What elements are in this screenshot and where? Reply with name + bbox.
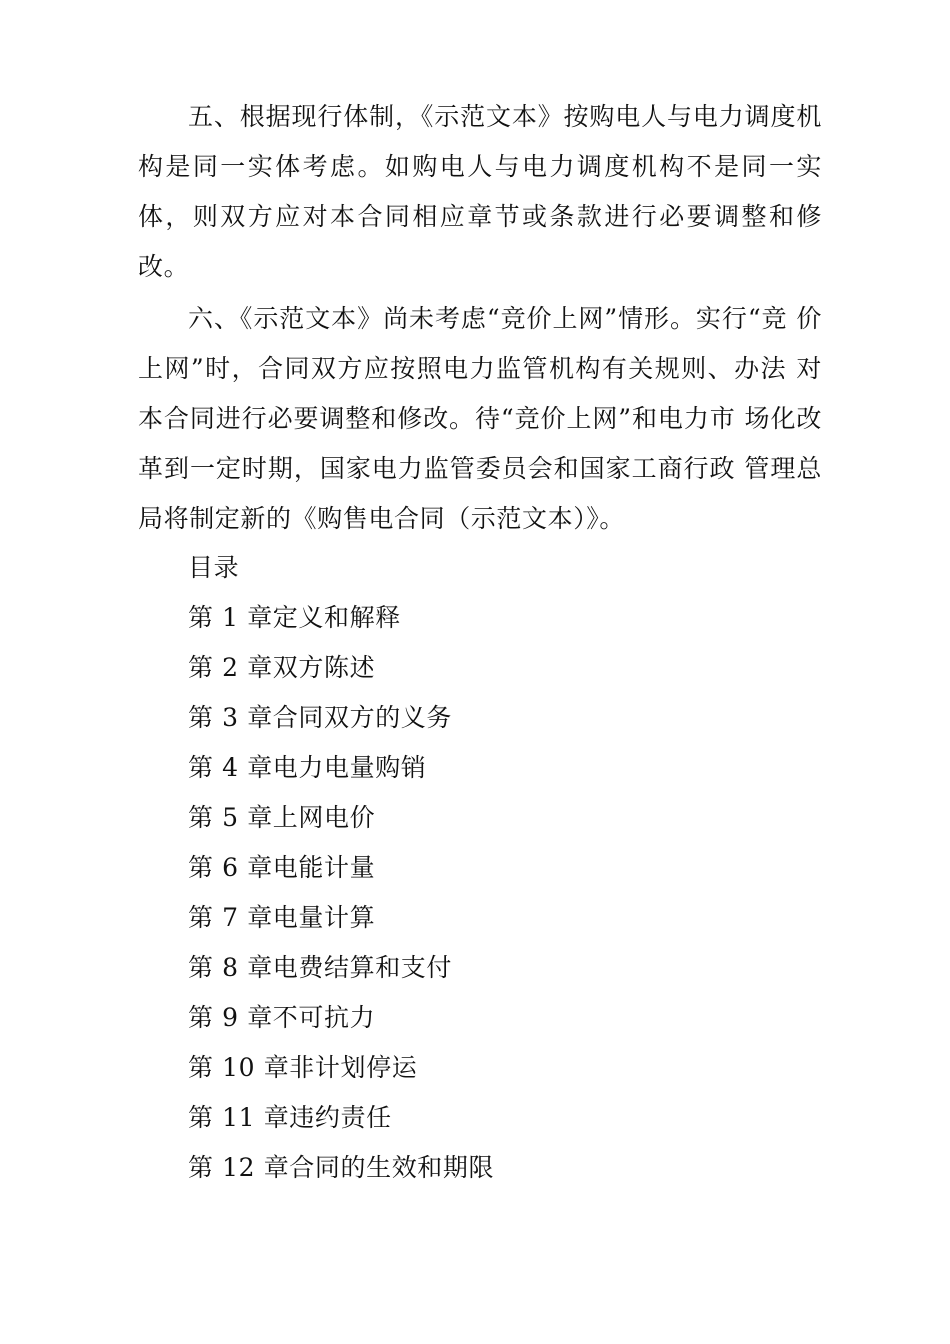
toc-item-chapter-6: 第 6 章电能计量 [188,853,376,882]
toc-item-chapter-11: 第 11 章违约责任 [188,1103,392,1132]
toc-item-chapter-10: 第 10 章非计划停运 [188,1053,418,1082]
toc-item-chapter-3: 第 3 章合同双方的义务 [188,703,453,732]
toc-item-chapter-12: 第 12 章合同的生效和期限 [188,1153,495,1182]
toc-item-chapter-8: 第 8 章电费结算和支付 [188,953,453,982]
paragraph-five: 五、根据现行体制，《示范文本》按购电人与电力调度机构是同一实体考虑。如购电人与电力调度机构不是同一实体，则双方应对本合同相应章节或条款进行必要调整和修改。 [138,102,822,281]
toc-item-chapter-5: 第 5 章上网电价 [188,803,376,832]
toc-heading: 目录 [188,553,240,582]
toc-item-chapter-9: 第 9 章不可抗力 [188,1003,376,1032]
toc-item-chapter-2: 第 2 章双方陈述 [188,653,376,682]
toc-item-chapter-4: 第 4 章电力电量购销 [188,753,427,782]
toc-item-chapter-1: 第 1 章定义和解释 [188,603,401,632]
toc-item-chapter-7: 第 7 章电量计算 [188,903,376,932]
table-of-contents [188,593,494,1193]
paragraph-six: 六、《示范文本》尚未考虑“竞价上网”情形。实行“竞 价上网”时，合同双方应按照电力监管机构有关规则、办法 对本合同进行必要调整和修改。待“竞价上网”和电力市 场化改革到一定时期，国家电力监管委员会和国家工商行政 管理总局将制定新的《购售电合同（示范文本）》。 [138,304,822,533]
